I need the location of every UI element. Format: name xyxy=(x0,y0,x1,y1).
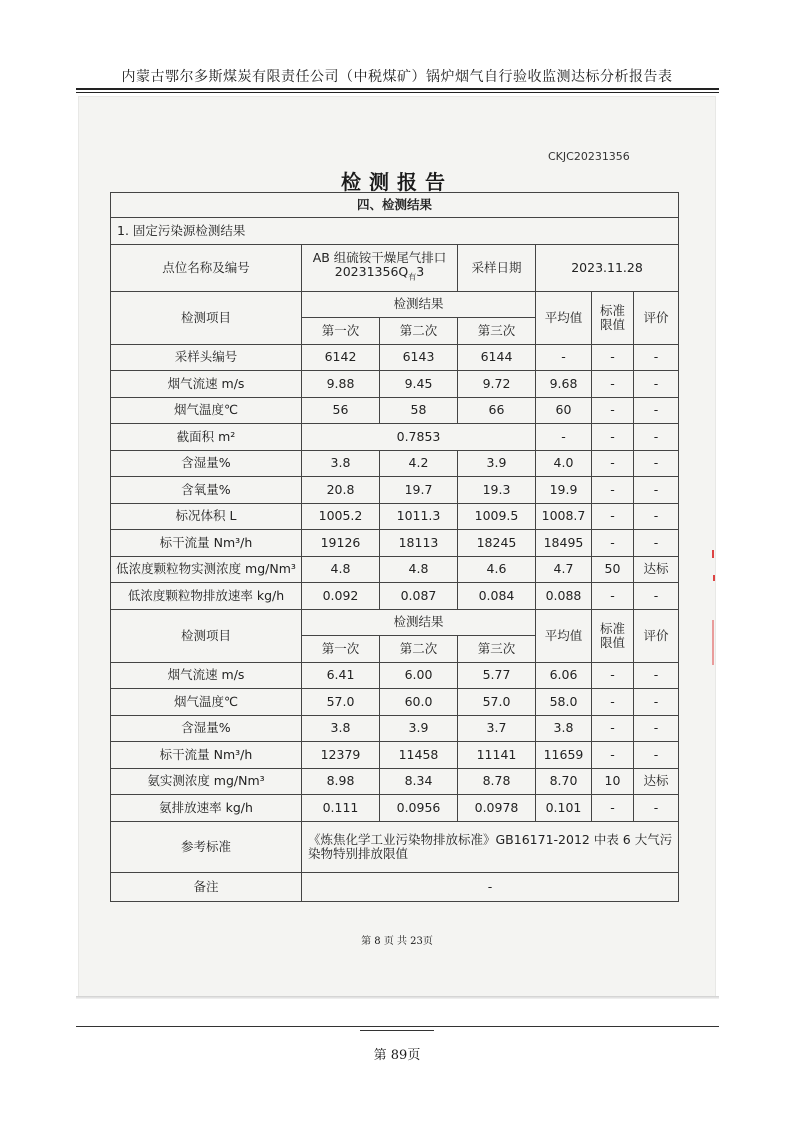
row-limit: - xyxy=(592,344,634,371)
row-run2: 8.34 xyxy=(380,768,458,795)
row-limit: 10 xyxy=(592,768,634,795)
table-row xyxy=(111,344,679,371)
table-row xyxy=(111,397,679,424)
header-eval: 评价 xyxy=(634,291,679,344)
inner-page-number: 第 8 页 共 23页 xyxy=(361,936,433,947)
row-limit: - xyxy=(592,503,634,530)
row-limit: - xyxy=(592,371,634,398)
report-code: CKJC20231356 xyxy=(548,150,630,163)
row-limit: - xyxy=(592,689,634,716)
row-run2: 3.9 xyxy=(380,715,458,742)
row-run1: 56 xyxy=(302,397,380,424)
row-run1: 8.98 xyxy=(302,768,380,795)
row-avg: 8.70 xyxy=(536,768,592,795)
row-run2: 11458 xyxy=(380,742,458,769)
row-avg: - xyxy=(536,344,592,371)
row-eval: - xyxy=(634,795,679,822)
results-table xyxy=(110,192,679,902)
row-run2: 9.45 xyxy=(380,371,458,398)
point-code-main: 20231356Q xyxy=(334,263,409,279)
row-run2: 0.087 xyxy=(380,583,458,610)
row-avg: 3.8 xyxy=(536,715,592,742)
table-row xyxy=(111,530,679,557)
header-run3: 第三次 xyxy=(458,636,536,663)
row-eval: - xyxy=(634,742,679,769)
row-limit: - xyxy=(592,795,634,822)
row-item: 含湿量% xyxy=(111,715,302,742)
stamp-edge-mark xyxy=(712,550,714,558)
row-avg: 9.68 xyxy=(536,371,592,398)
row-avg: 19.9 xyxy=(536,477,592,504)
header-run1: 第一次 xyxy=(302,636,380,663)
table-row xyxy=(111,662,679,689)
row-avg: 11659 xyxy=(536,742,592,769)
point-code xyxy=(304,265,455,285)
outer-page-number: 第 89页 xyxy=(373,1048,421,1063)
footer-mark xyxy=(360,1030,434,1031)
footer-rule xyxy=(76,1026,719,1027)
row-run3: 9.72 xyxy=(458,371,536,398)
row-eval: - xyxy=(634,344,679,371)
header-run2: 第二次 xyxy=(380,318,458,345)
row-eval: - xyxy=(634,397,679,424)
table-row xyxy=(111,556,679,583)
header-rule-thin xyxy=(76,92,719,93)
header-limit: 标准限值 xyxy=(592,609,634,662)
row-run3: 8.78 xyxy=(458,768,536,795)
row-run3: 3.9 xyxy=(458,450,536,477)
point-label: 点位名称及编号 xyxy=(111,244,302,291)
header-results: 检测结果 xyxy=(302,291,536,318)
table-row xyxy=(111,742,679,769)
row-eval: - xyxy=(634,424,679,451)
row-limit: 50 xyxy=(592,556,634,583)
point-code-suffix: 3 xyxy=(416,263,425,279)
row-item: 标干流量 Nm³/h xyxy=(111,530,302,557)
row-item: 烟气温度℃ xyxy=(111,689,302,716)
row-item: 截面积 m² xyxy=(111,424,302,451)
point-name: AB 组硫铵干燥尾气排口 xyxy=(312,249,447,265)
row-item: 烟气流速 m/s xyxy=(111,371,302,398)
table-row xyxy=(111,503,679,530)
row-run1: 6.41 xyxy=(302,662,380,689)
row-item: 采样头编号 xyxy=(111,344,302,371)
table-row xyxy=(111,795,679,822)
row-run3: 5.77 xyxy=(458,662,536,689)
row-avg: 0.088 xyxy=(536,583,592,610)
row-run1: 9.88 xyxy=(302,371,380,398)
section-title: 四、检测结果 xyxy=(111,193,679,218)
row-item: 标况体积 L xyxy=(111,503,302,530)
remark-text: - xyxy=(302,872,679,901)
remark-label: 备注 xyxy=(111,872,302,901)
row-run3: 0.0978 xyxy=(458,795,536,822)
row-run2: 58 xyxy=(380,397,458,424)
header-item: 检测项目 xyxy=(111,609,302,662)
stamp-edge-mark xyxy=(712,620,714,665)
row-limit: - xyxy=(592,450,634,477)
row-run1: 3.8 xyxy=(302,715,380,742)
row-avg: 0.101 xyxy=(536,795,592,822)
row-run2: 0.0956 xyxy=(380,795,458,822)
row-avg: 4.7 xyxy=(536,556,592,583)
row-run2: 60.0 xyxy=(380,689,458,716)
row-run3: 0.084 xyxy=(458,583,536,610)
sampling-date: 2023.11.28 xyxy=(536,244,679,291)
row-eval: - xyxy=(634,662,679,689)
row-run3: 4.6 xyxy=(458,556,536,583)
row-item: 氨实测浓度 mg/Nm³ xyxy=(111,768,302,795)
row-item: 低浓度颗粒物排放速率 kg/h xyxy=(111,583,302,610)
row-run2: 4.8 xyxy=(380,556,458,583)
table-row xyxy=(111,715,679,742)
stamp-edge-mark xyxy=(713,575,715,581)
row-limit: - xyxy=(592,530,634,557)
row-eval: - xyxy=(634,583,679,610)
row-item: 烟气温度℃ xyxy=(111,397,302,424)
point-code-sub: 有 xyxy=(408,272,417,282)
table-row xyxy=(111,450,679,477)
row-item: 低浓度颗粒物实测浓度 mg/Nm³ xyxy=(111,556,302,583)
row-run1: 57.0 xyxy=(302,689,380,716)
row-eval: - xyxy=(634,715,679,742)
row-eval: 达标 xyxy=(634,556,679,583)
row-avg: 18495 xyxy=(536,530,592,557)
row-limit: - xyxy=(592,662,634,689)
row-run2: 19.7 xyxy=(380,477,458,504)
row-run1: 3.8 xyxy=(302,450,380,477)
row-run1: 19126 xyxy=(302,530,380,557)
row-run2: 18113 xyxy=(380,530,458,557)
row-eval: - xyxy=(634,450,679,477)
row-run3: 57.0 xyxy=(458,689,536,716)
header-eval: 评价 xyxy=(634,609,679,662)
row-run2: 4.2 xyxy=(380,450,458,477)
row-run1: 6142 xyxy=(302,344,380,371)
row-merged-value: 0.7853 xyxy=(302,424,536,451)
header-run3: 第三次 xyxy=(458,318,536,345)
row-eval: 达标 xyxy=(634,768,679,795)
header-limit: 标准限值 xyxy=(592,291,634,344)
row-limit: - xyxy=(592,742,634,769)
row-limit: - xyxy=(592,477,634,504)
header-avg: 平均值 xyxy=(536,609,592,662)
row-run1: 1005.2 xyxy=(302,503,380,530)
header-item: 检测项目 xyxy=(111,291,302,344)
table-row xyxy=(111,768,679,795)
row-run1: 0.111 xyxy=(302,795,380,822)
row-item: 含氧量% xyxy=(111,477,302,504)
row-limit: - xyxy=(592,583,634,610)
row-run1: 20.8 xyxy=(302,477,380,504)
header-results: 检测结果 xyxy=(302,609,536,636)
row-run1: 4.8 xyxy=(302,556,380,583)
page-header: 内蒙古鄂尔多斯煤炭有限责任公司（中税煤矿）锅炉烟气自行验收监测达标分析报告表 xyxy=(121,69,673,85)
row-run2: 6143 xyxy=(380,344,458,371)
row-run3: 66 xyxy=(458,397,536,424)
table-row xyxy=(111,689,679,716)
row-run3: 1009.5 xyxy=(458,503,536,530)
row-run3: 6144 xyxy=(458,344,536,371)
row-run2: 6.00 xyxy=(380,662,458,689)
row-run1: 0.092 xyxy=(302,583,380,610)
row-item: 烟气流速 m/s xyxy=(111,662,302,689)
header-run1: 第一次 xyxy=(302,318,380,345)
table-row xyxy=(111,371,679,398)
row-run3: 11141 xyxy=(458,742,536,769)
row-item: 含湿量% xyxy=(111,450,302,477)
point-value xyxy=(302,244,458,291)
header-rule xyxy=(76,88,719,90)
table-row xyxy=(111,583,679,610)
row-item: 标干流量 Nm³/h xyxy=(111,742,302,769)
row-eval: - xyxy=(634,530,679,557)
row-run3: 18245 xyxy=(458,530,536,557)
row-avg: 58.0 xyxy=(536,689,592,716)
header-avg: 平均值 xyxy=(536,291,592,344)
date-label: 采样日期 xyxy=(458,244,536,291)
row-eval: - xyxy=(634,371,679,398)
row-item: 氨排放速率 kg/h xyxy=(111,795,302,822)
row-limit: - xyxy=(592,397,634,424)
row-avg: 60 xyxy=(536,397,592,424)
row-eval: - xyxy=(634,503,679,530)
row-run3: 3.7 xyxy=(458,715,536,742)
table-row xyxy=(111,477,679,504)
scan-shadow xyxy=(76,996,719,999)
row-eval: - xyxy=(634,477,679,504)
row-run3: 19.3 xyxy=(458,477,536,504)
row-limit: - xyxy=(592,424,634,451)
row-avg: 1008.7 xyxy=(536,503,592,530)
reference-label: 参考标准 xyxy=(111,821,302,872)
row-run1: 12379 xyxy=(302,742,380,769)
row-avg: 4.0 xyxy=(536,450,592,477)
row-avg: 6.06 xyxy=(536,662,592,689)
header-run2: 第二次 xyxy=(380,636,458,663)
table-row xyxy=(111,424,679,451)
reference-text: 《炼焦化学工业污染物排放标准》GB16171-2012 中表 6 大气污染物特别排放限值 xyxy=(302,821,679,872)
row-limit: - xyxy=(592,715,634,742)
row-run2: 1011.3 xyxy=(380,503,458,530)
report-title: 检测报告 xyxy=(341,170,453,194)
row-avg: - xyxy=(536,424,592,451)
row-eval: - xyxy=(634,689,679,716)
subsection-title: 1. 固定污染源检测结果 xyxy=(111,218,679,245)
